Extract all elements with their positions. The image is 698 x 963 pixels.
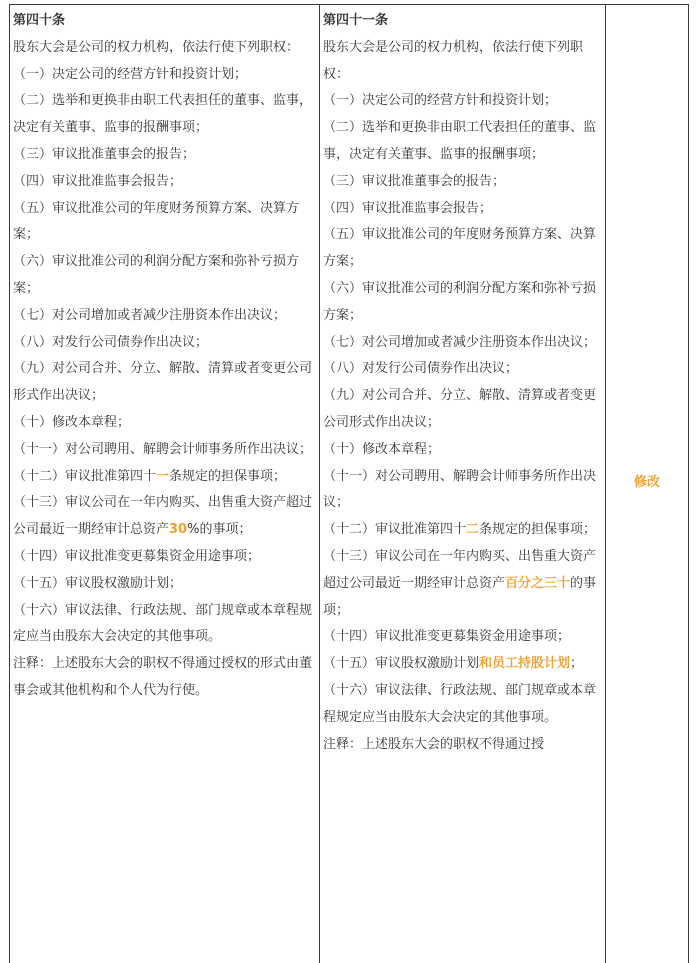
clause-text: 的事项； — [323, 575, 597, 618]
clause-text: （九）对公司合并、分立、解散、清算或者变更公司形式作出决议； — [323, 388, 597, 430]
clause-paragraph — [13, 330, 315, 357]
clause-paragraph — [13, 490, 315, 544]
change-type-cell — [606, 4, 688, 963]
old-article-body — [13, 35, 315, 705]
changed-text: 和员工持股计划 — [479, 656, 571, 672]
clause-text: （十六）审议法律、行政法规、部门规章或本章程规定应当由股东大会决定的其他事项。 — [323, 682, 597, 725]
clause-paragraph — [323, 651, 603, 678]
clause-paragraph — [323, 624, 603, 651]
clause-text: 注释：上述股东大会的职权不得通过授 — [323, 736, 545, 752]
clause-paragraph — [13, 598, 315, 652]
clause-paragraph — [323, 115, 603, 169]
clause-paragraph — [13, 62, 315, 89]
clause-text: （五）审议批准公司的年度财务预算方案、决算方案； — [13, 200, 300, 243]
clause-text: （八）对发行公司债券作出决议； — [13, 334, 209, 350]
clause-text: 股东大会是公司的权力机构，依法行使下列职权： — [13, 39, 300, 55]
old-article-cell — [13, 8, 315, 705]
comparison-table — [9, 4, 689, 963]
clause-text: （十）修改本章程； — [13, 414, 131, 430]
clause-paragraph — [323, 383, 603, 437]
changed-text: 一 — [156, 468, 170, 484]
clause-paragraph — [323, 330, 603, 357]
clause-paragraph — [323, 732, 603, 759]
clause-paragraph — [13, 249, 315, 303]
table-border-top — [9, 4, 689, 5]
clause-text: （十四）审议批准变更募集资金用途事项； — [13, 548, 261, 564]
clause-text: （十六）审议法律、行政法规、部门规章或本章程规定应当由股东大会决定的其他事项。 — [13, 602, 313, 645]
clause-paragraph — [13, 142, 315, 169]
clause-text: （二）选举和更换非由职工代表担任的董事、监事，决定有关董事、监事的报酬事项； — [323, 120, 597, 162]
new-article-body — [323, 35, 603, 759]
clause-paragraph — [13, 169, 315, 196]
clause-paragraph — [323, 88, 603, 115]
clause-paragraph — [323, 437, 603, 464]
clause-paragraph — [323, 464, 603, 518]
clause-paragraph — [323, 276, 603, 330]
clause-text: 条规定的担保事项； — [479, 522, 597, 538]
clause-text: （十五）审议股权激励计划； — [13, 575, 183, 591]
clause-text: （一）决定公司的经营方针和投资计划； — [13, 66, 248, 82]
clause-paragraph — [13, 356, 315, 410]
old-article-title: 第四十条 — [13, 13, 66, 28]
new-article-cell — [323, 8, 603, 758]
clause-text: （五）审议批准公司的年度财务预算方案、决算方案； — [323, 227, 597, 270]
changed-text: 百分之三十 — [505, 575, 571, 591]
clause-paragraph — [13, 464, 315, 491]
clause-text: （二）选举和更换非由职工代表担任的董事、监事，决定有关董事、监事的报酬事项； — [13, 93, 313, 136]
clause-text: （六）审议批准公司的利润分配方案和弥补亏损方案； — [13, 254, 300, 296]
clause-text: （四）审议批准监事会报告； — [13, 173, 183, 189]
clause-paragraph — [323, 35, 603, 89]
changed-text: 30 — [169, 522, 188, 538]
clause-text: （十一）对公司聘用、解聘会计师事务所作出决议； — [323, 468, 597, 511]
clause-text: %的事项； — [187, 522, 252, 538]
clause-text: （十四）审议批准变更募集资金用途事项； — [323, 629, 571, 645]
clause-text: （八）对发行公司债券作出决议； — [323, 361, 519, 377]
clause-text: （七）对公司增加或者减少注册资本作出决议； — [323, 334, 597, 350]
clause-paragraph — [13, 651, 315, 705]
clause-text: （一）决定公司的经营方针和投资计划； — [323, 93, 558, 109]
clause-text: 股东大会是公司的权力机构，依法行使下列职权： — [323, 39, 584, 82]
clause-text: （十二）审议批准第四十 — [323, 522, 467, 538]
clause-text: （九）对公司合并、分立、解散、清算或者变更公司形式作出决议； — [13, 361, 313, 404]
clause-paragraph — [323, 222, 603, 276]
clause-text: （十三）审议公司在一年内购买、出售重大资产超过公司最近一期经审计总资产 — [13, 495, 313, 538]
table-border-left — [9, 4, 10, 963]
clause-text: 注释：上述股东大会的职权不得通过授权的形式由董事会或其他机构和个人代为行使。 — [13, 656, 313, 698]
new-article-title: 第四十一条 — [323, 13, 389, 28]
clause-paragraph — [13, 410, 315, 437]
clause-paragraph — [13, 544, 315, 571]
clause-text: 条规定的担保事项； — [169, 468, 287, 484]
column-divider-1 — [319, 4, 320, 963]
clause-text: （七）对公司增加或者减少注册资本作出决议； — [13, 307, 287, 323]
clause-paragraph — [323, 678, 603, 732]
clause-paragraph — [13, 35, 315, 62]
clause-text: （十一）对公司聘用、解聘会计师事务所作出决议； — [13, 441, 313, 457]
clause-text: （三）审议批准董事会的报告； — [323, 173, 506, 189]
clause-paragraph — [13, 88, 315, 142]
clause-paragraph — [323, 196, 603, 223]
clause-paragraph — [13, 571, 315, 598]
clause-text: （六）审议批准公司的利润分配方案和弥补亏损方案； — [323, 280, 597, 323]
clause-text: （十五）审议股权激励计划 — [323, 656, 480, 672]
clause-paragraph — [13, 196, 315, 250]
clause-text: （十三）审议公司在一年内购买、出售重大资产超过公司最近一期经审计总资产 — [323, 548, 597, 591]
clause-paragraph — [323, 169, 603, 196]
clause-paragraph — [323, 356, 603, 383]
changed-text: 二 — [466, 522, 480, 538]
table-border-right — [688, 4, 689, 963]
clause-text: （四）审议批准监事会报告； — [323, 200, 493, 216]
clause-text: （十）修改本章程； — [323, 441, 441, 457]
clause-paragraph — [13, 437, 315, 464]
change-type-label: 修改 — [633, 475, 660, 491]
clause-text: ； — [570, 656, 584, 672]
clause-paragraph — [323, 517, 603, 544]
clause-text: （十二）审议批准第四十 — [13, 468, 157, 484]
clause-text: （三）审议批准董事会的报告； — [13, 146, 196, 162]
clause-paragraph — [323, 544, 603, 624]
clause-paragraph — [13, 303, 315, 330]
